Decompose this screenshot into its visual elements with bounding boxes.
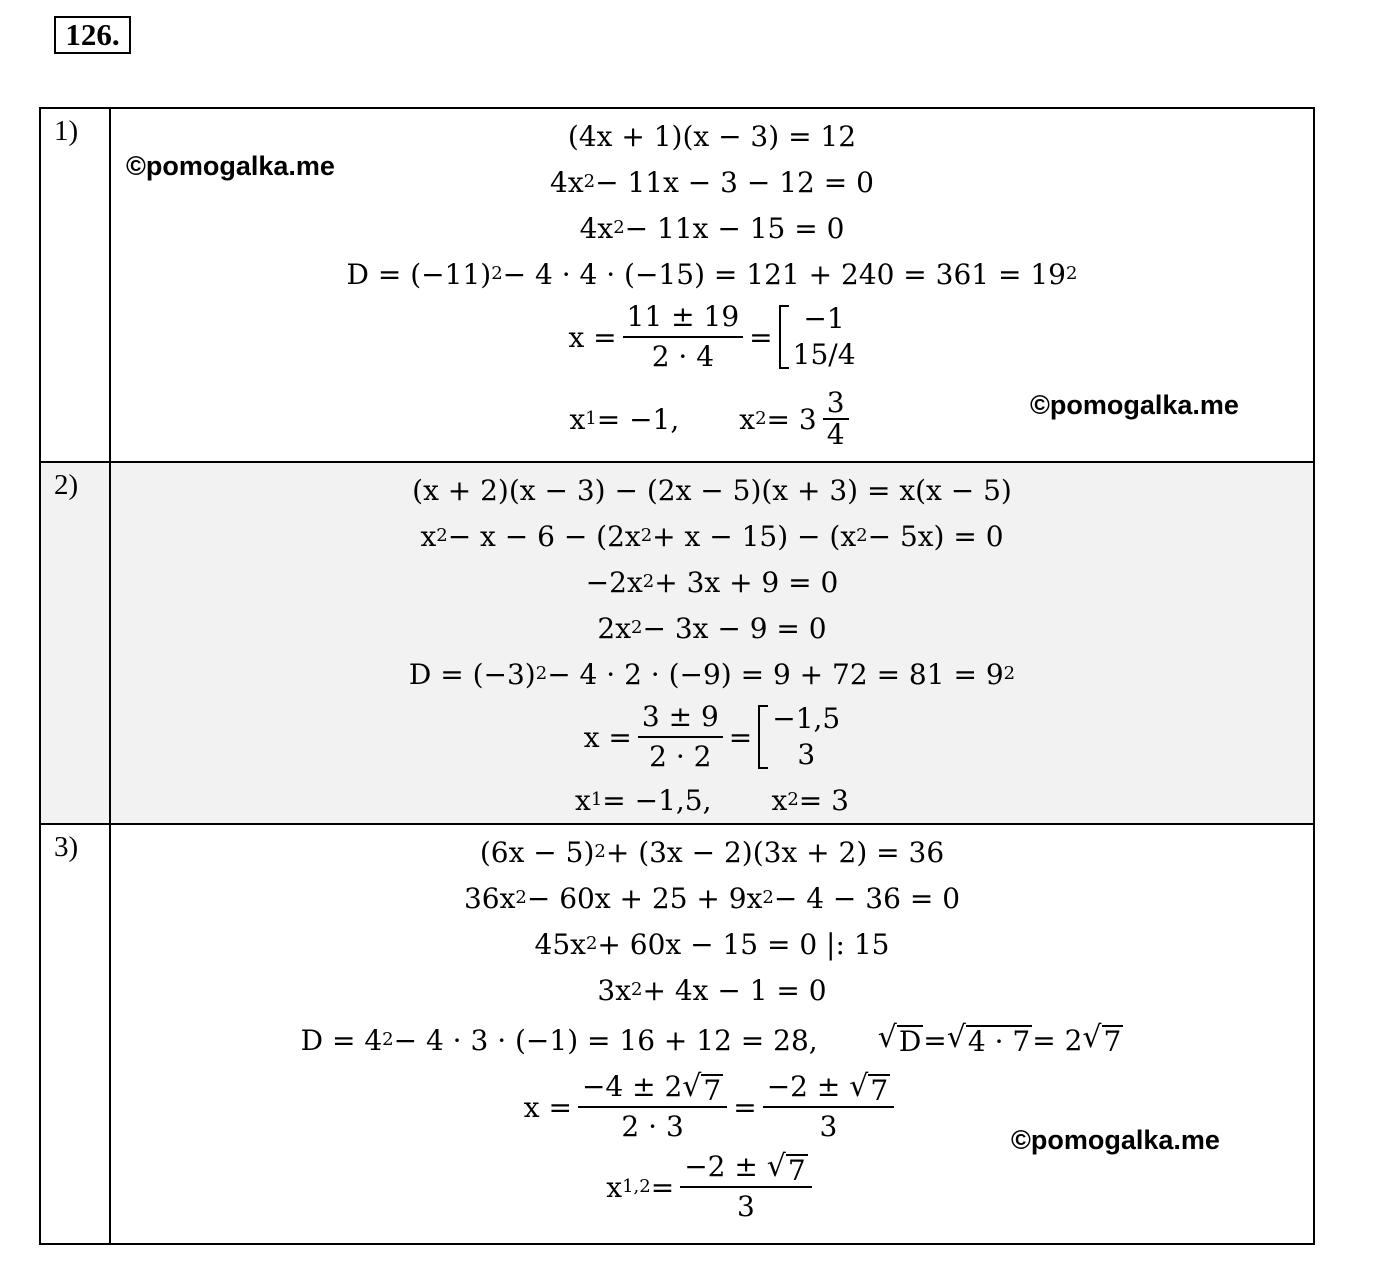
fraction: −2 ± √ 7 3 bbox=[763, 1068, 895, 1146]
equation-line: (4x + 1)(x − 3) = 12 bbox=[567, 119, 857, 153]
roots-formula-line: x = $\frac{11 \pm 19}{2 \cdot 4}$ = −1 15/4 bbox=[111, 297, 1313, 377]
row-label-3: 3) bbox=[40, 824, 110, 1244]
answer-line: x 1 = −1, x 2 = 3 $\frac{3}{4}$ bbox=[111, 377, 1313, 461]
row-work-1 bbox=[110, 108, 1314, 462]
problem-number: 126. bbox=[54, 16, 131, 54]
solution-table bbox=[39, 107, 1315, 1245]
equation-line: 4x 2 − 11x − 3 − 12 = 0 bbox=[550, 165, 874, 199]
fraction: $\frac{3}{4}$ bbox=[823, 388, 849, 450]
equation-line: (6x − 5) 2 + (3x − 2)(3x + 2) = 36 bbox=[479, 835, 945, 869]
answer-line: x 1,2 = −2 ± √ 7 3 bbox=[111, 1147, 1313, 1227]
row-label-2: 2) bbox=[40, 462, 110, 824]
row-work-2 bbox=[110, 462, 1314, 824]
sqrt-expression: √ D bbox=[877, 1020, 922, 1058]
equation-line: 3x 2 + 4x − 1 = 0 bbox=[597, 973, 827, 1007]
sqrt-expression: √ 4 · 7 bbox=[946, 1020, 1031, 1058]
solution-row-2 bbox=[40, 462, 1314, 824]
discriminant-line: D = 4 2 − 4 · 3 · (−1) = 16 + 12 = 28, √ D = √ 4 · 7 = 2 √ 7 bbox=[300, 1020, 1122, 1058]
watermark: ©pomogalka.me bbox=[126, 151, 335, 181]
roots-set: −1 15/4 bbox=[779, 301, 856, 373]
equation-line: 45x 2 + 60x − 15 = 0 |: 15 bbox=[534, 927, 890, 961]
equation-line: −2x 2 + 3x + 9 = 0 bbox=[585, 565, 839, 599]
discriminant-line: D = (−11) 2 − 4 · 4 · (−15) = 121 + 240 = 361 = 19 2 bbox=[346, 257, 1078, 291]
fraction: −4 ± 2 √ 7 2 · 3 bbox=[578, 1068, 727, 1146]
roots-formula-line: x = −4 ± 2 √ 7 2 · 3 = −2 ± √ 7 3 bbox=[111, 1067, 1313, 1147]
watermark: ©pomogalka.me bbox=[1030, 390, 1239, 420]
equation-line: x 2 − x − 6 − (2x 2 + x − 15) − (x 2 − 5x) = 0 bbox=[420, 519, 1004, 553]
roots-formula-line: x = $\frac{3 \pm 9}{2 \cdot 2}$ = −1,5 3 bbox=[111, 697, 1313, 777]
watermark: ©pomogalka.me bbox=[1011, 1125, 1220, 1155]
equation-line: 36x 2 − 60x + 25 + 9x 2 − 4 − 36 = 0 bbox=[463, 881, 961, 915]
equation-line: 4x 2 − 11x − 15 = 0 bbox=[579, 211, 845, 245]
row-label-1: 1) bbox=[40, 108, 110, 462]
row-work-3 bbox=[110, 824, 1314, 1244]
solution-row-3 bbox=[40, 824, 1314, 1244]
fraction: $\frac{3 \pm 9}{2 \cdot 2}$ bbox=[638, 698, 723, 776]
discriminant-line: D = (−3) 2 − 4 · 2 · (−9) = 9 + 72 = 81 = 9 2 bbox=[408, 657, 1016, 691]
fraction: −2 ± √ 7 3 bbox=[680, 1148, 812, 1226]
fraction: $\frac{11 \pm 19}{2 \cdot 4}$ bbox=[623, 298, 744, 376]
equation-line: 2x 2 − 3x − 9 = 0 bbox=[597, 611, 827, 645]
sqrt-expression: √ 7 bbox=[1082, 1020, 1122, 1058]
answer-line: x 1 = −1,5, x 2 = 3 bbox=[575, 783, 849, 817]
equation-line: (x + 2)(x − 3) − (2x − 5)(x + 3) = x(x − 5) bbox=[412, 473, 1012, 507]
roots-set: −1,5 3 bbox=[758, 701, 840, 773]
solution-row-1 bbox=[40, 108, 1314, 462]
